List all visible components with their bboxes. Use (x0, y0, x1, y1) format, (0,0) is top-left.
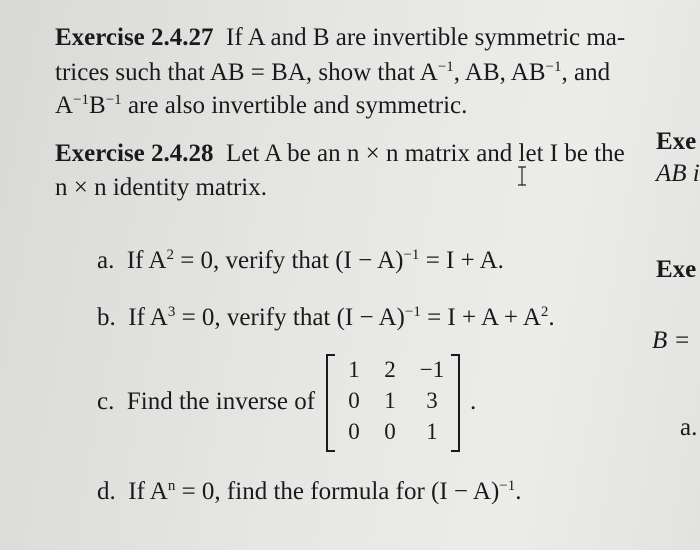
matrix-cell: 1 (426, 419, 438, 444)
exercise-2-4-27-line-1 (55, 24, 625, 52)
part-c-period: . (470, 388, 477, 415)
right-column-exe: Exe (656, 128, 697, 155)
matrix-cell: −1 (419, 357, 445, 382)
part-c: c. Find the inverse of (97, 388, 316, 415)
matrix-cell: 0 (348, 419, 360, 444)
exercise-2-4-28-text: Let A be an n × n matrix and let I be the (226, 140, 625, 167)
right-column-ab: AB i (656, 160, 700, 187)
right-column-exer: Exe (656, 256, 697, 283)
matrix-cell: 1 (348, 357, 360, 382)
text-cursor-icon (516, 166, 528, 186)
matrix (326, 354, 460, 452)
exercise-2-4-27-text: If A and B are invertible symmetric ma- (226, 24, 626, 51)
matrix-left-bracket (326, 354, 335, 452)
part-b: b. If $A^3 = 0$, verify that $(I - A)^{-1} = I + A + A^2$. (97, 304, 555, 331)
exercise-2-4-27-label: Exercise 2.4.27 (55, 24, 214, 51)
matrix-cell: 0 (384, 419, 396, 444)
exercise-2-4-28-line-2: n × n identity matrix. (55, 174, 267, 201)
matrix-cell: 1 (384, 388, 396, 413)
matrix-cell: 3 (426, 388, 438, 413)
matrix-cell: 2 (384, 357, 396, 382)
exercise-2-4-27-line-3: $A^{-1}B^{-1}$ are also invertible and symmetric. (55, 92, 468, 119)
right-column-a: a. (680, 414, 698, 441)
exercise-2-4-28-line-1 (55, 140, 625, 168)
matrix-cell: 0 (348, 388, 360, 413)
part-d: d. If $A^n = 0$, find the formula for $(I - A)^{-1}$. (97, 478, 522, 505)
exercise-2-4-28-label: Exercise 2.4.28 (55, 140, 214, 167)
matrix-right-bracket (451, 354, 460, 452)
exercise-2-4-27-line-2: trices such that AB = BA, show that $A^{-1}$, AB, $AB^{-1}$, and (55, 59, 611, 86)
part-a: a. If $A^2 = 0$, verify that $(I - A)^{-1} = I + A$. (97, 247, 504, 274)
right-column-b-eq: B = (652, 327, 691, 354)
